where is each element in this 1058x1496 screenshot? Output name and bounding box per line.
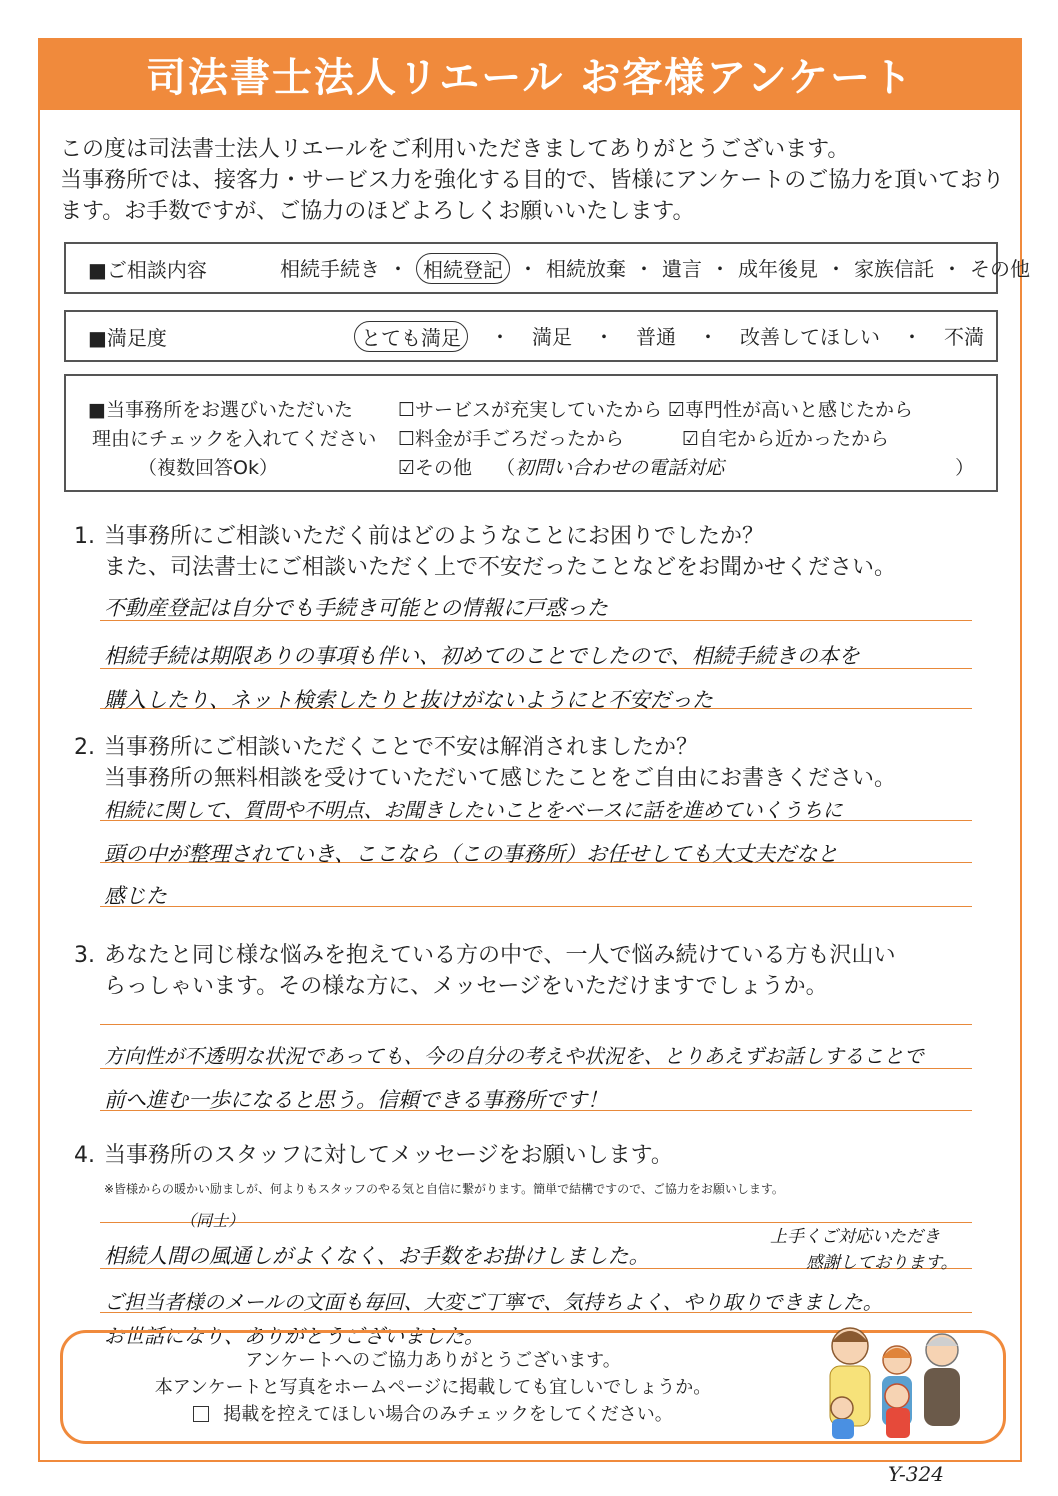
answer-4-line: ご担当者様のメールの文面も毎回、大変ご丁寧で、気持ちよく、やり取りできました。 — [104, 1290, 883, 1314]
answer-4-line: 相続人間の風通しがよくなく、お手数をお掛けしました。 — [104, 1244, 650, 1268]
consult-option[interactable]: 相続手続き — [280, 256, 380, 281]
checked-box-icon: ☑ — [398, 457, 416, 479]
answer-4-annotation: 感謝しております。 — [806, 1253, 958, 1273]
consult-separator: ・ — [710, 256, 730, 281]
satisfaction-separator: ・ — [490, 324, 510, 349]
answer-4-annotation: （同士） — [180, 1211, 245, 1230]
consult-option[interactable]: 家族信託 — [854, 256, 934, 281]
reasons-box — [64, 374, 998, 492]
unchecked-box-icon: ☐ — [398, 399, 416, 421]
answer-1-line: 不動産登記は自分でも手続き可能との情報に戸惑った — [104, 596, 608, 620]
consult-option[interactable]: 遺言 — [662, 256, 702, 281]
consult-option[interactable]: その他 — [970, 256, 1030, 281]
publish-optout[interactable]: 掲載を控えてほしい場合のみチェックをしてください。 — [63, 1401, 803, 1428]
consult-separator: ・ — [942, 256, 962, 281]
consult-options — [280, 253, 1030, 284]
consult-label: ■ご相談内容 — [88, 257, 207, 282]
footer-line: アンケートへのご協力ありがとうございます。 — [245, 1350, 621, 1371]
unchecked-box-icon: ☐ — [398, 428, 416, 450]
satisfaction-separator: ・ — [698, 324, 718, 349]
question-1: 1. 当事務所にご相談いただく前はどのようなことにお困りでしたか？ また、司法書士にご相談いただく上で不安だったことなどをお聞かせください。 — [74, 524, 897, 580]
reason-item[interactable]: ☐サービスが充実していたから — [398, 399, 663, 421]
reason-item[interactable]: ☐料金が手ごろだったから — [398, 428, 625, 450]
consult-option[interactable]: 成年後見 — [738, 256, 818, 281]
survey-header — [38, 38, 1022, 110]
satisfaction-option[interactable]: 改善してほしい — [740, 324, 880, 349]
answer-4-line: お世話になり、ありがとうございました。 — [104, 1324, 484, 1348]
consult-separator: ・ — [634, 256, 654, 281]
satisfaction-options — [354, 321, 984, 352]
reason-item[interactable]: ☑専門性が高いと感じたから — [668, 399, 914, 421]
satisfaction-label: ■満足度 — [88, 325, 167, 350]
checked-box-icon: ☑ — [668, 399, 686, 421]
consult-separator: ・ — [826, 256, 846, 281]
answer-2-line: 相続に関して、質問や不明点、お聞きしたいことをベースに話を進めていくうちに — [104, 798, 843, 822]
consult-option[interactable]: 相続登記 — [416, 253, 510, 284]
answer-1-line: 購入したり、ネット検索したりと抜けがないようにと不安だった — [104, 688, 713, 712]
answer-4-annotation: 上手くご対応いただき — [770, 1227, 940, 1247]
reason-item[interactable]: ☑自宅から近かったから — [682, 428, 890, 450]
satisfaction-option[interactable]: 普通 — [636, 324, 676, 349]
footer-line: 本アンケートと写真をホームページに掲載しても宜しいでしょうか。 — [154, 1377, 712, 1398]
answer-2-line: 頭の中が整理されていき、ここなら（この事務所）お任せしても大丈夫だなと — [104, 842, 839, 866]
question-4: 4. 当事務所のスタッフに対してメッセージをお願いします。 — [74, 1143, 673, 1168]
reference-code: Y-324 — [888, 1462, 944, 1486]
consult-box — [64, 242, 1030, 294]
answer-line — [100, 1024, 972, 1025]
answer-line — [100, 906, 972, 907]
question-3: 3. あなたと同じ様な悩みを抱えている方の中で、一人で悩み続けている方も沢山い らっしゃいます。その様な方に、メッセージをいただけますでしょうか。 — [74, 943, 896, 999]
answer-3-line: 方向性が不透明な状況であっても、今の自分の考えや状況を、とりあえずお話しすることで — [104, 1044, 924, 1068]
satisfaction-option[interactable]: とても満足 — [354, 321, 468, 352]
family-illustration — [792, 1316, 962, 1442]
satisfaction-separator: ・ — [902, 324, 922, 349]
reasons-label-line: ■当事務所をお選びいただいた — [88, 399, 353, 421]
consult-separator: ・ — [388, 256, 408, 281]
satisfaction-option[interactable]: 満足 — [532, 324, 572, 349]
consult-option[interactable]: 相続放棄 — [546, 256, 626, 281]
satisfaction-option[interactable]: 不満 — [944, 324, 984, 349]
reason-other-value: 初問い合わせの電話対応 — [515, 457, 725, 479]
satisfaction-box — [64, 310, 998, 362]
reasons-label-line: （複数回答Ok） — [138, 457, 278, 479]
reasons-grid — [398, 396, 974, 483]
reasons-label — [88, 396, 376, 483]
reasons-label-line: 理由にチェックを入れてください — [92, 428, 377, 450]
answer-2-line: 感じた — [104, 884, 167, 908]
intro-text — [60, 134, 1010, 227]
question-4-note: ※皆様からの暖かい励ましが、何よりもスタッフのやる気と自信に繋がります。簡単で結構ですので、ご協力をお願いします。 — [104, 1182, 784, 1196]
survey-title: 司法書士法人リエール お客様アンケート — [146, 54, 914, 101]
satisfaction-separator: ・ — [594, 324, 614, 349]
intro-line: ます。お手数ですが、ご協力のほどよろしくお願いいたします。 — [60, 199, 695, 224]
answer-3-line: 前へ進む一歩になると思う。信頼できる事務所です！ — [104, 1088, 608, 1112]
checked-box-icon: ☑ — [682, 428, 700, 450]
intro-line: 当事務所では、接客力・サービス力を強化する目的で、皆様にアンケートのご協力を頂いており — [60, 168, 1005, 193]
consult-separator: ・ — [518, 256, 538, 281]
family-icon — [830, 1328, 960, 1439]
intro-line: この度は司法書士法人リエールをご利用いただきましてありがとうございます。 — [60, 137, 850, 162]
answer-1-line: 相続手続は期限ありの事項も伴い、初めてのことでしたので、相続手続きの本を — [104, 644, 860, 668]
reason-other[interactable]: ☑ その他 （ 初問い合わせの電話対応 ） — [398, 454, 974, 483]
checkbox-icon[interactable] — [193, 1406, 209, 1422]
question-2: 2. 当事務所にご相談いただくことで不安は解消されましたか？ 当事務所の無料相談を受けていただいて感じたことをご自由にお書きください。 — [74, 735, 897, 791]
